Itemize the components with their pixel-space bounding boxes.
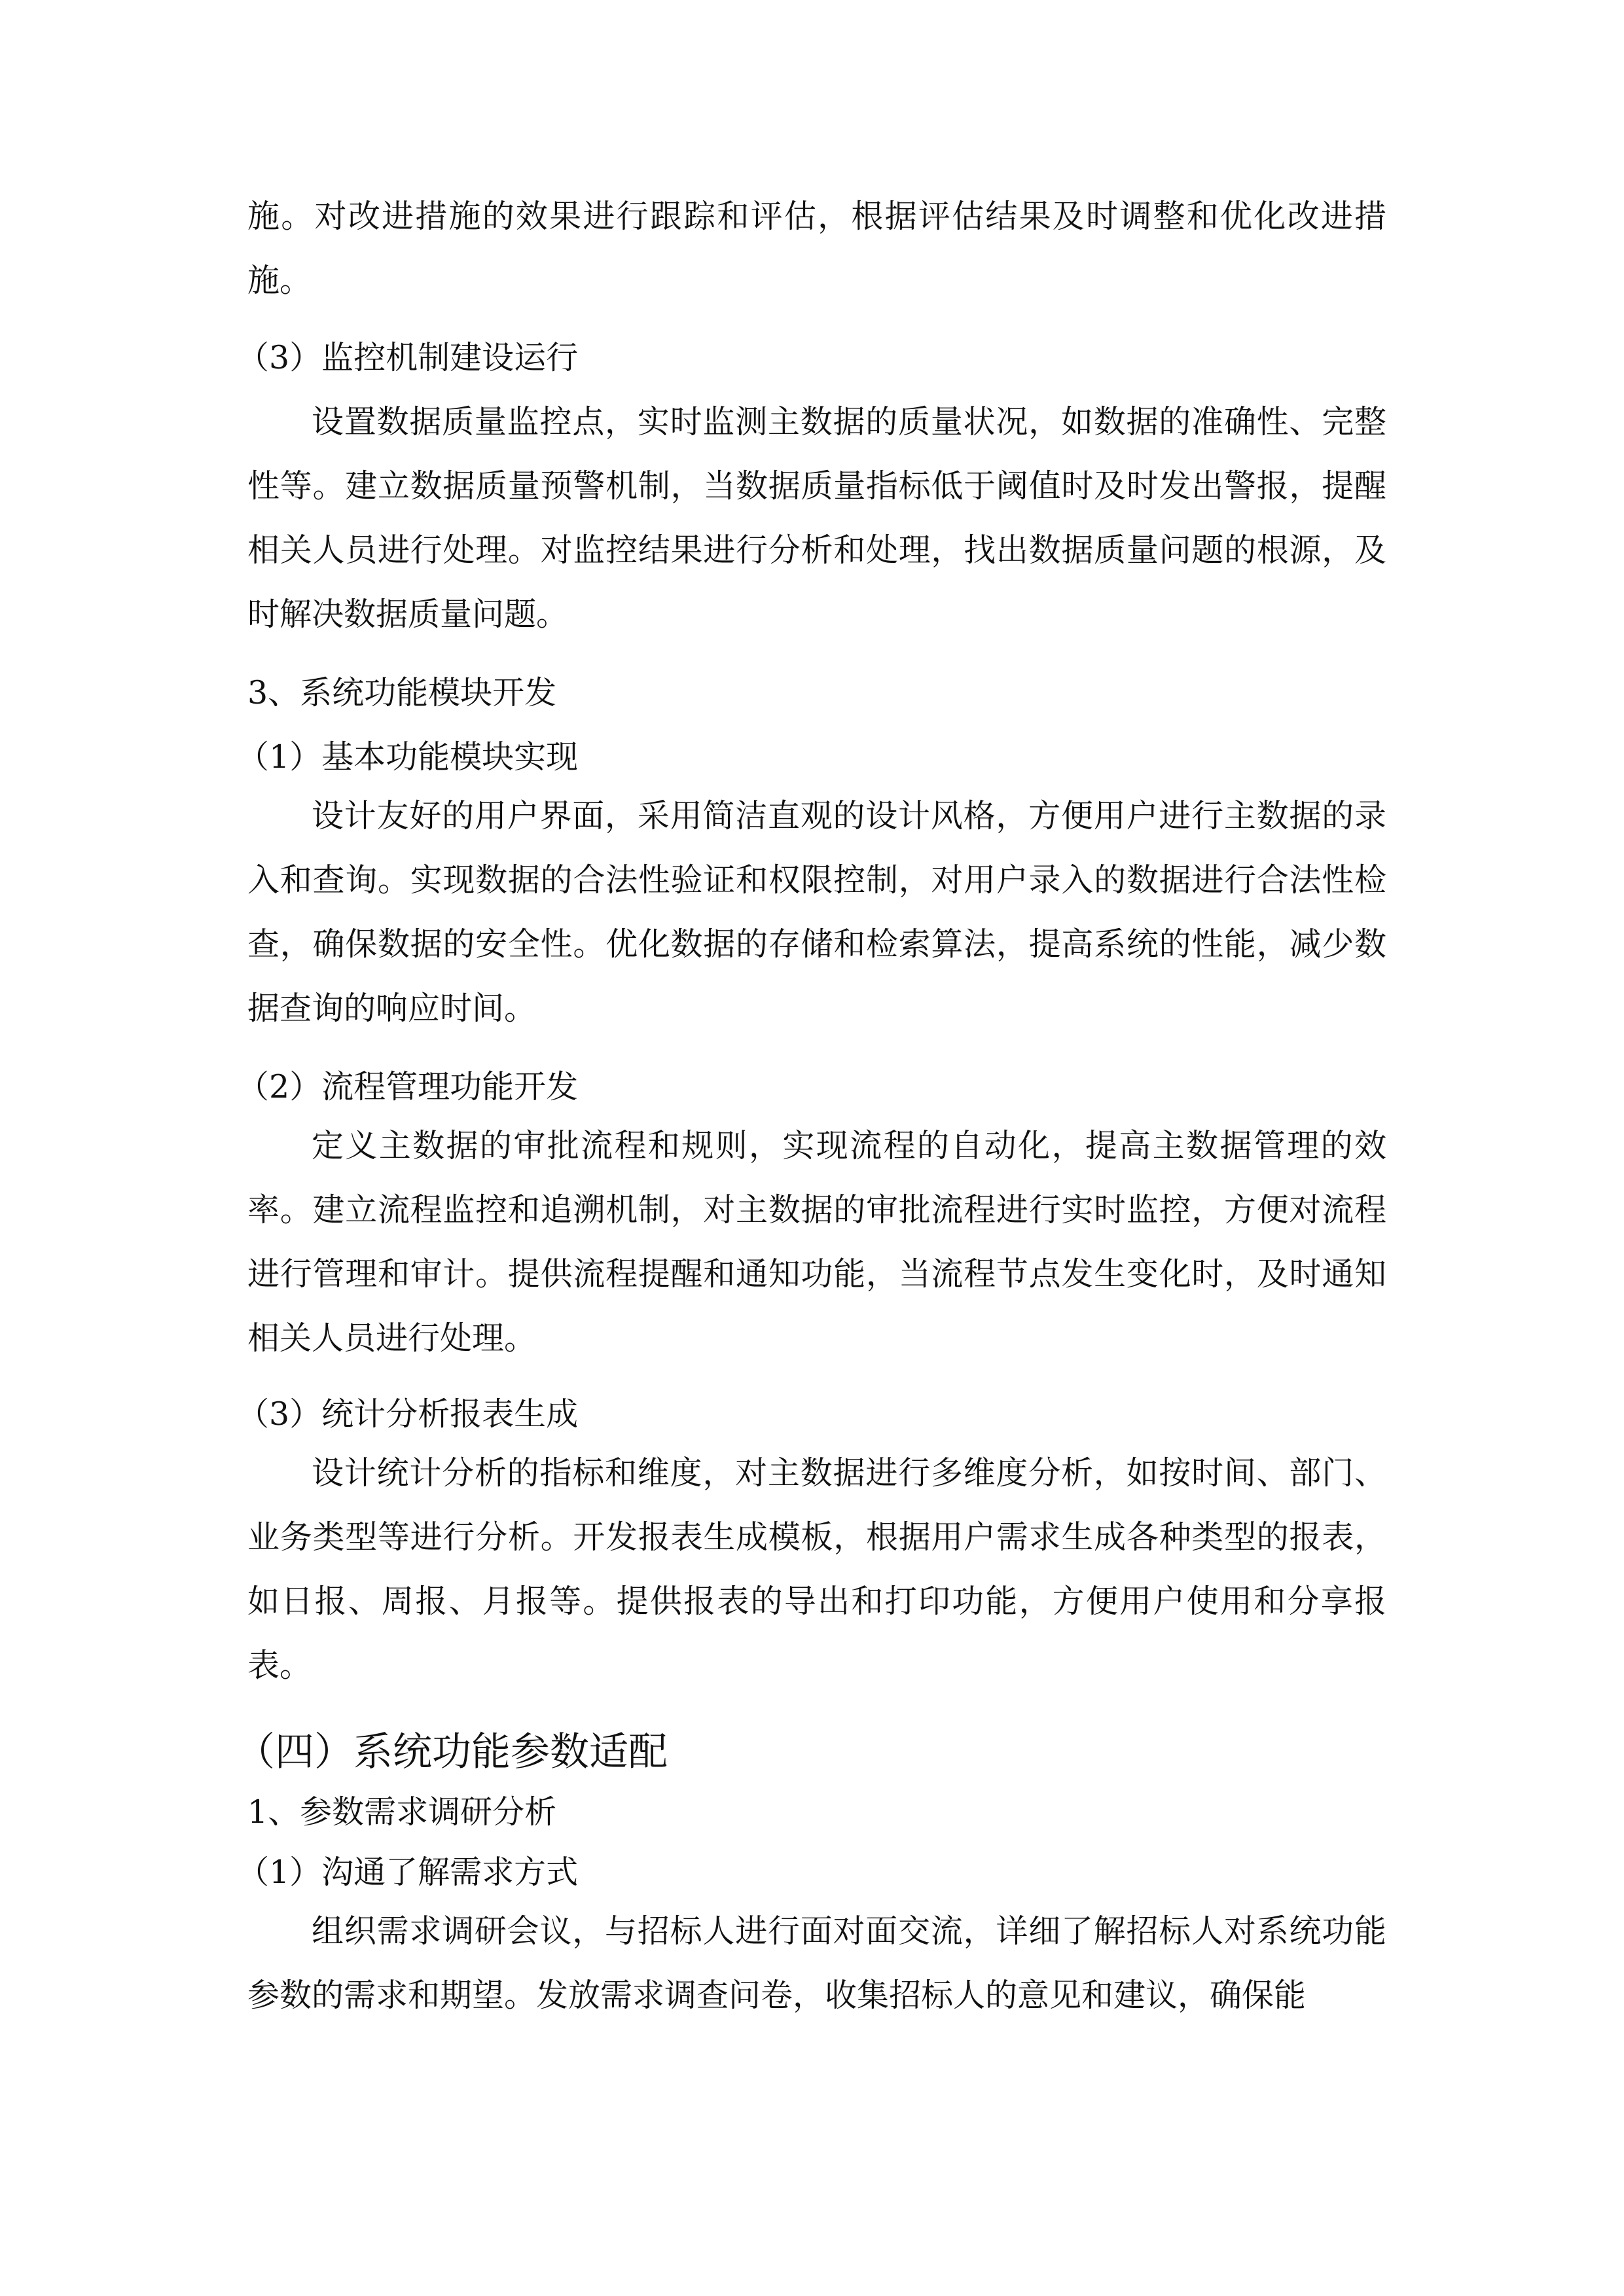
heading-system-modules: 3、系统功能模块开发 (247, 674, 557, 711)
heading-parameter-survey: 1、参数需求调研分析 (247, 1793, 557, 1831)
subheading-monitoring-mechanism: （3）监控机制建设运行 (237, 339, 579, 376)
subheading-statistics-reports: （3）统计分析报表生成 (237, 1395, 579, 1433)
subheading-process-management: （2）流程管理功能开发 (237, 1068, 579, 1105)
heading-parameter-adaptation: （四）系统功能参数适配 (236, 1729, 668, 1775)
paragraph-monitoring: 设置数据质量监控点，实时监测主数据的质量状况，如数据的准确性、完整性等。建立数据质量预警机制，当数据质量指标低于阈值时及时发出警报，提醒相关人员进行处理。对监控结果进行分析和处理，找出数据质量问题的根源，及时解决数据质量问题。 (247, 403, 1386, 633)
subheading-communication: （1）沟通了解需求方式 (237, 1854, 579, 1891)
paragraph-statistics-reports: 设计统计分析的指标和维度，对主数据进行多维度分析，如按时间、部门、业务类型等进行分析。开发报表生成模板，根据用户需求生成各种类型的报表，如日报、周报、月报等。提供报表的导出和打印功能，方便用户使用和分享报表。 (247, 1454, 1386, 1684)
paragraph-communication: 组织需求调研会议，与招标人进行面对面交流，详细了解招标人对系统功能参数的需求和期望。发放需求调查问卷，收集招标人的意见和建议，确保能 (247, 1912, 1386, 2014)
paragraph-continuation: 施。对改进措施的效果进行跟踪和评估，根据评估结果及时调整和优化改进措施。 (247, 198, 1386, 299)
subheading-basic-modules: （1）基本功能模块实现 (237, 738, 579, 776)
paragraph-basic-modules: 设计友好的用户界面，采用简洁直观的设计风格，方便用户进行主数据的录入和查询。实现数据的合法性验证和权限控制，对用户录入的数据进行合法性检查，确保数据的安全性。优化数据的存储和检索算法，提高系统的性能，减少数据查询的响应时间。 (247, 797, 1386, 1027)
paragraph-process-management: 定义主数据的审批流程和规则，实现流程的自动化，提高主数据管理的效率。建立流程监控和追溯机制，对主数据的审批流程进行实时监控，方便对流程进行管理和审计。提供流程提醒和通知功能，当流程节点发生变化时，及时通知相关人员进行处理。 (247, 1127, 1386, 1357)
